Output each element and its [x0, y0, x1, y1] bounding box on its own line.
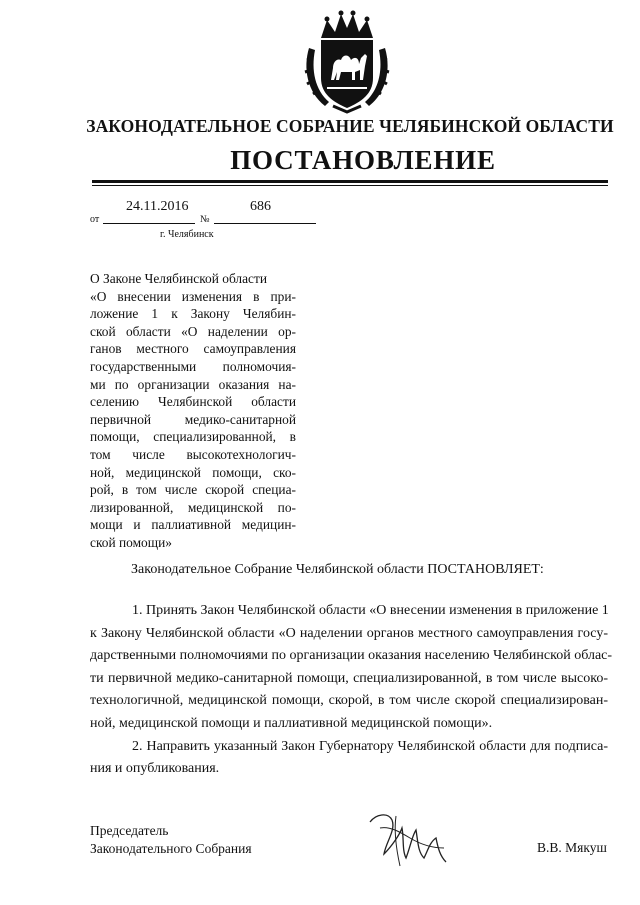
subject-line: ской области «О наделении ор- [90, 323, 296, 339]
header-rule-thick [92, 180, 608, 183]
subject-line: том числе высокотехнологич- [90, 446, 296, 462]
subject-line: ложение 1 к Закону Челябин- [90, 306, 296, 322]
subject-line: ной, медицинской помощи, ско- [90, 464, 296, 480]
coat-of-arms-emblem [299, 8, 395, 114]
subject-line: лизированной, медицинской по- [90, 499, 296, 515]
signatory-title-line1: Председатель [90, 823, 169, 838]
handwritten-signature [366, 808, 458, 870]
signatory-name: В.В. Мякуш [537, 840, 607, 855]
subject-line: помощи, специализированной, в [90, 429, 296, 445]
subject-line: ской помощи» [90, 534, 172, 550]
subject-line: «О внесении изменения в при- [90, 288, 296, 304]
header-rule-thin [92, 185, 608, 186]
document-date: 24.11.2016 [126, 199, 189, 214]
body-line: к Закону Челябинской области «О наделении органов местного самоуправления госу- [90, 625, 608, 641]
number-underline [214, 223, 316, 224]
organization-name: ЗАКОНОДАТЕЛЬНОЕ СОБРАНИЕ ЧЕЛЯБИНСКОЙ ОБЛАСТИ [86, 116, 614, 136]
body-line: дарственными полномочиями по организации оказания населению Челябинской облас- [90, 648, 613, 664]
subject-line: селению Челябинской области [90, 394, 296, 410]
body-line: ти первичной медико-санитарной помощи, специализированной, в том числе высоко- [90, 670, 608, 686]
body-line: ния и опубликования. [90, 761, 220, 777]
signatory-title [90, 822, 252, 857]
city-label: г. Челябинск [160, 229, 214, 240]
document-type-title: ПОСТАНОВЛЕНИЕ [230, 145, 496, 175]
body-line: 2. Направить указанный Закон Губернатору Челябинской области для подписа- [132, 738, 608, 754]
decree-statement: Законодательное Собрание Челябинской области ПОСТАНОВЛЯЕТ: [131, 562, 544, 577]
document-subject [90, 270, 296, 552]
document-number: 686 [250, 199, 271, 214]
body-line: 1. Принять Закон Челябинской области «О внесении изменения в приложение 1 [132, 603, 609, 618]
subject-line: государственными полномочия- [90, 358, 296, 374]
subject-line: ми по организации оказания на- [90, 376, 296, 392]
signatory-title-line2: Законодательного Собрания [90, 840, 252, 856]
subject-line: мощи и паллиативной медицин- [90, 517, 296, 533]
document-body [90, 600, 613, 781]
number-label: № [200, 214, 210, 225]
subject-line: О Законе Челябинской области [90, 271, 268, 286]
body-line: технологичной, медицинской помощи, скорой, в том числе скорой специализирован- [90, 693, 608, 709]
date-underline [103, 223, 195, 224]
from-label: от [90, 214, 100, 225]
body-line: ной, медицинской помощи и паллиативной медицинской помощи». [90, 715, 493, 731]
subject-line: рой, в том числе скорой специа- [90, 482, 296, 498]
subject-line: первичной медико-санитарной [90, 411, 296, 427]
subject-line: ганов местного самоуправления [90, 341, 296, 357]
